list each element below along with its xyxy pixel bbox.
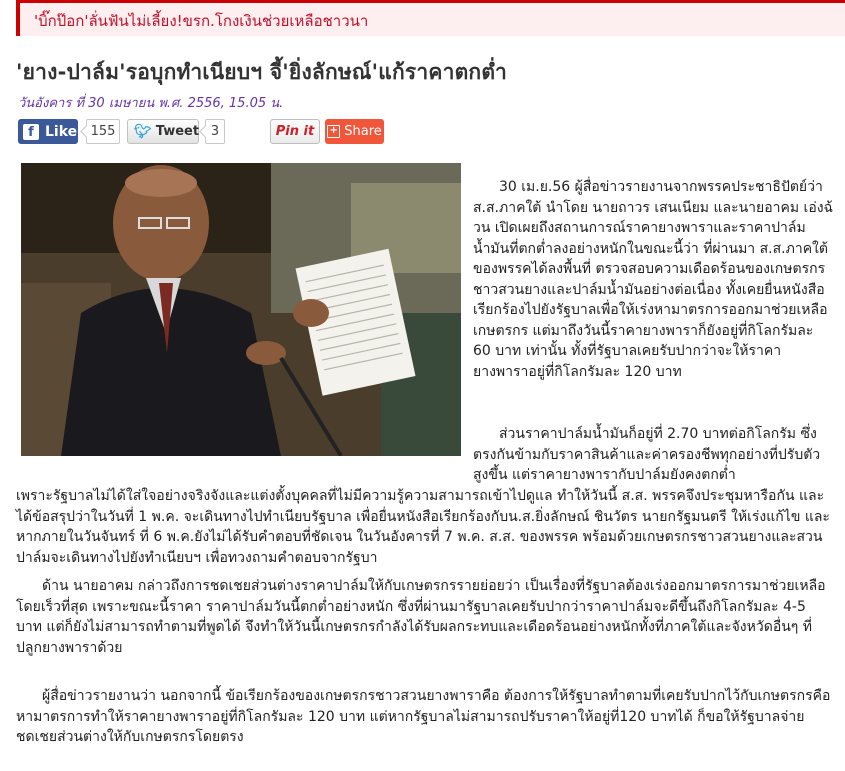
- article-paragraph-1: 30 เม.ย.56 ผู้สื่อข่าวรายงานจากพรรคประชาธิปัตย์ว่า ส.ส.ภาคใต้ นำโดย นายถาวร เสนเนียม และนายอาคม เอ่งฉ้วน เปิดเผยถึงสถานการณ์ราคายางพาราและราคาปาล์มน้ำมันที่ตกต่ำลงอย่างหนักในขณะนี้ว่า ที่ผ่านมา ส.ส.ภาคใต้ของพรรคได้ลงพื้นที่ ตรวจสอบความเดือดร้อนของเกษตรกรชาวสวนยางและปาล์มน้ำมันอย่างต่อเนื่อง ทั้งเคยยื่นหนังสือเรียกร้องไปยังรัฐบาลเพื่อให้เร่งหามาตรการออกมาช่วยเหลือเกษตรกร แต่มาถึงวันนี้ราคายางพาราก็ยังอยู่ที่กิโลกรัมละ 60 บาท เท่านั้น ทั้งที่รัฐบาลเคยรับปากว่าจะให้ราคายางพาราอยู่ที่กิโลกรัมละ 120 บาท: [473, 179, 834, 380]
- facebook-like-count: [86, 119, 120, 144]
- tweet-button[interactable]: [127, 119, 199, 144]
- facebook-like-button[interactable]: [18, 119, 78, 144]
- pinterest-pin-button[interactable]: [270, 119, 320, 144]
- breaking-news-link[interactable]: 'บิ๊กป๊อก'ลั่นฟันไม่เลี้ยง!ขรก.โกงเงินช่วยเหลือชาวนา: [34, 12, 369, 30]
- tweet-label: Tweet: [155, 124, 200, 139]
- tweet-count: [205, 119, 225, 144]
- article-paragraph-3: ด้าน นายอาคม กล่าวถึงการชดเชยส่วนต่างราคาปาล์มให้กับเกษตรกรรายย่อยว่า เป็นเรื่องที่รัฐบาลต้องเร่งออกมาตรการมาช่วยเหลือโดยเร็วที่สุด เพราะขณะนี้ราคา ราคาปาล์มวันนี้ตกต่ำอย่างหนัก ซึ่งที่ผ่านมารัฐบาลเคยรับปากว่าราคาปาล์มจะดีขึ้นถึงกิโลกรัมละ 4-5 บาท แต่ก็ยังไม่สามารถทำตามที่พูดได้ จึงทำให้วันนี้เกษตรกรกำลังได้รับผลกระทบและเดือดร้อนอย่างหนักทั้งที่ภาคใต้และจังหวัดอื่นๆ ที่ปลูกยางพาราด้วย: [16, 578, 826, 656]
- article-photo: [21, 163, 461, 456]
- facebook-like-label: Like: [45, 123, 78, 140]
- share-plus-icon: +: [327, 125, 340, 138]
- breaking-news-accent: [16, 3, 20, 36]
- article-dateline: วันอังคาร ที่ 30 เมษายน พ.ศ. 2556, 15.05 น.: [18, 96, 284, 111]
- article-paragraph-2-continued: เพราะรัฐบาลไม่ได้ใส่ใจอย่างจริงจังและแต่งตั้งบุคคลที่ไม่มีความรู้ความสามารถเข้าไปดูแล ทำให้วันนี้ ส.ส. พรรคจึงประชุมหารือกัน และได้ข้อสรุปว่าในวันที่ 1 พ.ค. จะเดินทางไปทำเนียบรัฐบาล เพื่อยื่นหนังสือเรียกร้องกับน.ส.ยิ่งลักษณ์ ชินวัตร นายกรัฐมนตรี ให้เร่งแก้ไข และหากภายในวันจันทร์ ที่ 6 พ.ค.ยังไม่ได้รับคำตอบที่ชัดเจน ในวันอังคารที่ 7 พ.ค. ส.ส. ของพรรค พร้อมด้วยเกษตรกรชาวสวนยางและสวนปาล์มจะเดินทางไปยังทำเนียบฯ เพื่อทวงถามคำตอบจากรัฐบา: [16, 488, 830, 566]
- facebook-icon: f: [23, 124, 39, 140]
- article-paragraph-2: ส่วนราคาปาล์มน้ำมันก็อยู่ที่ 2.70 บาทต่อกิโลกรัม ซึ่งตรงกันข้ามกับราคาสินค้าและค่าครองชีพทุกอย่างที่ปรับตัวสูงขึ้น แต่ราคายางพารากับปาล์มยังคงตกต่ำ: [473, 426, 821, 483]
- twitter-bird-icon: 🐦︎: [134, 123, 152, 140]
- breaking-news-bar: [16, 0, 845, 36]
- politician-photo-illustration: [21, 163, 461, 456]
- facebook-like-count-value: 155: [90, 124, 116, 139]
- article-title: 'ยาง-ปาล์ม'รอบุกทำเนียบฯ จี้'ยิ่งลักษณ์'แก้ราคาตกต่ำ: [16, 60, 507, 84]
- article-paragraph-4: ผู้สื่อข่าวรายงานว่า นอกจากนี้ ข้อเรียกร้องของเกษตรกรชาวสวนยางพาราคือ ต้องการให้รัฐบาลทำตามที่เคยรับปากไว้กับเกษตรกรคือหามาตรการทำให้ราคายางพาราอยู่ที่กิโลกรัมละ 120 บาท แต่หากรัฐบาลไม่สามารถปรับราคาให้อยู่ที่120 บาทได้ ก็ขอให้รัฐบาลจ่ายชดเชยส่วนต่างให้กับเกษตรกรโดยตรง: [16, 688, 831, 745]
- share-button[interactable]: [325, 119, 384, 144]
- pinterest-label: Pin it: [275, 124, 315, 139]
- tweet-count-value: 3: [210, 124, 220, 139]
- share-label: Share: [344, 124, 382, 139]
